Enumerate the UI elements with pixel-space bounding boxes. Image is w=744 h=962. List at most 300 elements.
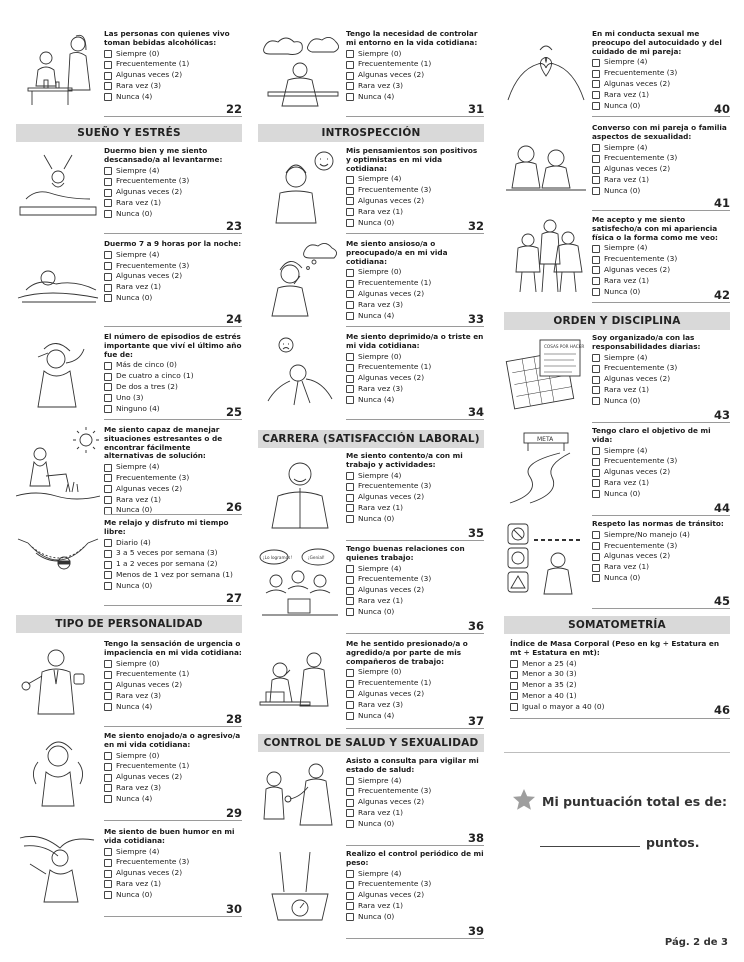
question-37 <box>258 640 484 730</box>
checkbox[interactable] <box>346 881 354 889</box>
option-siempre[interactable]: Siempre (0) <box>346 352 484 363</box>
checkbox[interactable] <box>104 474 112 482</box>
checkbox[interactable] <box>592 266 600 274</box>
section-header-introspeccion: INTROSPECCIÓN <box>258 124 484 142</box>
question-number: 46 <box>713 703 730 717</box>
checkbox[interactable] <box>592 176 600 184</box>
checkbox[interactable] <box>592 59 600 67</box>
option-algunas-veces[interactable]: Algunas veces (2) <box>592 265 730 276</box>
checkbox[interactable] <box>346 597 354 605</box>
checkbox[interactable] <box>346 690 354 698</box>
option-nunca[interactable]: Nunca (0) <box>592 186 730 197</box>
option-siempre[interactable]: Siempre (0) <box>104 659 242 670</box>
total-blank-field[interactable] <box>540 846 640 847</box>
option-frecuentemente[interactable]: Frecuentemente (3) <box>592 363 730 374</box>
option-nunca[interactable]: Nunca (0) <box>346 607 484 618</box>
checkbox[interactable] <box>592 288 600 296</box>
option-algunas-veces[interactable]: Algunas veces (2) <box>346 492 484 503</box>
option-4[interactable]: Menos de 1 vez por semana (1) <box>104 570 242 581</box>
option-rara-vez[interactable]: Rara vez (1) <box>104 495 242 506</box>
checkbox[interactable] <box>592 479 600 487</box>
question-number: 42 <box>713 288 730 302</box>
checkbox[interactable] <box>104 273 112 281</box>
option-3[interactable]: Algunas veces (2) <box>592 551 730 562</box>
question-number: 37 <box>467 714 484 728</box>
checkbox[interactable] <box>104 82 112 90</box>
option-siempre[interactable]: Siempre (0) <box>104 751 242 762</box>
option-siempre[interactable]: Siempre (0) <box>346 49 484 60</box>
divider <box>346 540 484 541</box>
option-rara-vez[interactable]: Rara vez (3) <box>104 691 242 702</box>
checkbox[interactable] <box>346 902 354 910</box>
checkbox[interactable] <box>592 277 600 285</box>
option-algunas-veces[interactable]: Algunas veces (2) <box>346 890 484 901</box>
option-frecuentemente[interactable]: Frecuentemente (3) <box>592 254 730 265</box>
checkbox[interactable] <box>104 284 112 292</box>
checkbox[interactable] <box>346 913 354 921</box>
option-rara-vez[interactable]: Rara vez (3) <box>346 300 484 311</box>
option-1[interactable]: Siempre/No manejo (4) <box>592 530 730 541</box>
checkbox[interactable] <box>104 561 112 569</box>
sad-man-illustration <box>258 333 342 411</box>
checkbox[interactable] <box>346 565 354 573</box>
bubble-text-2: ¡Genial! <box>308 555 325 560</box>
option-nunca[interactable]: Nunca (0) <box>346 218 484 229</box>
option-2[interactable]: De cuatro a cinco (1) <box>104 371 242 382</box>
checkbox[interactable] <box>592 155 600 163</box>
option-rara-vez[interactable]: Rara vez (3) <box>346 81 484 92</box>
checkbox[interactable] <box>104 752 112 760</box>
option-nunca[interactable]: Nunca (0) <box>104 293 242 304</box>
traffic-signs-illustration <box>504 520 588 598</box>
option-algunas-veces[interactable]: Algunas veces (2) <box>104 484 242 495</box>
option-siempre[interactable]: Siempre (4) <box>592 243 730 254</box>
checkbox[interactable] <box>104 178 112 186</box>
divider <box>346 633 484 634</box>
checkbox[interactable] <box>592 542 600 550</box>
checkbox[interactable] <box>346 892 354 900</box>
checkbox[interactable] <box>346 820 354 828</box>
option-rara-vez[interactable]: Rara vez (3) <box>346 384 484 395</box>
checkbox[interactable] <box>510 682 518 690</box>
checkbox[interactable] <box>104 383 112 391</box>
option-algunas-veces[interactable]: Algunas veces (2) <box>104 680 242 691</box>
option-siempre[interactable]: Siempre (0) <box>104 49 242 60</box>
checkbox[interactable] <box>104 61 112 69</box>
option-siempre[interactable]: Siempre (4) <box>104 250 242 261</box>
option-2[interactable]: Frecuentemente (3) <box>592 541 730 552</box>
checkbox[interactable] <box>592 70 600 78</box>
checkbox[interactable] <box>104 880 112 888</box>
option-rara-vez[interactable]: Rara vez (1) <box>346 503 484 514</box>
checkbox[interactable] <box>346 777 354 785</box>
option-4[interactable]: Uno (3) <box>104 393 242 404</box>
checkbox[interactable] <box>346 290 354 298</box>
checkbox[interactable] <box>346 587 354 595</box>
option-rara-vez[interactable]: Rara vez (1) <box>346 596 484 607</box>
checkbox[interactable] <box>104 373 112 381</box>
checkbox[interactable] <box>592 102 600 110</box>
pressured-worker-illustration <box>258 640 342 718</box>
option-rara-vez[interactable]: Rara vez (1) <box>346 808 484 819</box>
checkbox[interactable] <box>104 210 112 218</box>
option-3[interactable]: De dos a tres (2) <box>104 382 242 393</box>
question-31 <box>258 30 484 118</box>
question-41 <box>504 124 730 212</box>
divider <box>346 419 484 420</box>
option-rara-vez[interactable]: Rara vez (1) <box>104 282 242 293</box>
option-nunca[interactable]: Nunca (0) <box>104 505 242 516</box>
option-siempre[interactable]: Siempre (0) <box>346 667 484 678</box>
checkbox[interactable] <box>104 703 112 711</box>
checkbox[interactable] <box>510 703 518 711</box>
checkbox[interactable] <box>592 376 600 384</box>
checkbox[interactable] <box>104 251 112 259</box>
question-number: 30 <box>225 902 242 916</box>
option-frecuentemente[interactable]: Frecuentemente (3) <box>346 879 484 890</box>
option-rara-vez[interactable]: Rara vez (1) <box>104 879 242 890</box>
option-siempre[interactable]: Siempre (0) <box>346 267 484 278</box>
checkbox[interactable] <box>346 176 354 184</box>
option-siempre[interactable]: Siempre (4) <box>346 564 484 575</box>
question-29 <box>16 732 242 822</box>
content-worker-illustration <box>258 452 342 530</box>
option-nunca[interactable]: Nunca (4) <box>346 311 484 322</box>
checkbox[interactable] <box>346 301 354 309</box>
checkbox[interactable] <box>346 483 354 491</box>
option-5[interactable]: Nunca (0) <box>592 573 730 584</box>
checkbox[interactable] <box>104 539 112 547</box>
option-nunca[interactable]: Nunca (4) <box>346 92 484 103</box>
checkbox[interactable] <box>104 464 112 472</box>
option-algunas-veces[interactable]: Algunas veces (2) <box>104 271 242 282</box>
checkbox[interactable] <box>346 50 354 58</box>
option-frecuentemente[interactable]: Frecuentemente (1) <box>104 59 242 70</box>
option-nunca[interactable]: Nunca (0) <box>592 101 730 112</box>
option-frecuentemente[interactable]: Frecuentemente (1) <box>104 761 242 772</box>
option-frecuentemente[interactable]: Frecuentemente (3) <box>346 185 484 196</box>
checkbox[interactable] <box>346 701 354 709</box>
option-frecuentemente[interactable]: Frecuentemente (3) <box>104 176 242 187</box>
checkbox[interactable] <box>592 386 600 394</box>
checkbox[interactable] <box>592 397 600 405</box>
checkbox[interactable] <box>510 671 518 679</box>
checkbox[interactable] <box>346 504 354 512</box>
divider <box>104 419 242 420</box>
option-1[interactable]: Diario (4) <box>104 538 242 549</box>
checkbox[interactable] <box>346 82 354 90</box>
checkbox[interactable] <box>592 458 600 466</box>
checkbox[interactable] <box>592 187 600 195</box>
option-rara-vez[interactable]: Rara vez (3) <box>346 700 484 711</box>
question-number: 34 <box>467 405 484 419</box>
option-algunas-veces[interactable]: Algunas veces (2) <box>104 70 242 81</box>
checkbox[interactable] <box>592 531 600 539</box>
coworkers-illustration <box>258 545 342 623</box>
option-nunca[interactable]: Nunca (0) <box>104 890 242 901</box>
checkbox[interactable] <box>592 80 600 88</box>
checkbox[interactable] <box>104 262 112 270</box>
option-frecuentemente[interactable]: Frecuentemente (1) <box>104 669 242 680</box>
checkbox[interactable] <box>592 91 600 99</box>
option-nunca[interactable]: Nunca (0) <box>104 209 242 220</box>
option-frecuentemente[interactable]: Frecuentemente (3) <box>104 261 242 272</box>
option-algunas-veces[interactable]: Algunas veces (2) <box>104 868 242 879</box>
divider <box>592 515 730 516</box>
divider <box>592 116 730 117</box>
checkbox[interactable] <box>346 269 354 277</box>
question-text: Me acepto y me siento satisfecho/a con mi apariencia física o la forma como me veo: <box>592 215 718 242</box>
option-algunas-veces[interactable]: Algunas veces (2) <box>346 689 484 700</box>
checkbox[interactable] <box>104 93 112 101</box>
option-algunas-veces[interactable]: Algunas veces (2) <box>592 374 730 385</box>
option-rara-vez[interactable]: Rara vez (1) <box>592 276 730 287</box>
question-number: 23 <box>225 219 242 233</box>
option-frecuentemente[interactable]: Frecuentemente (3) <box>104 473 242 484</box>
option-5[interactable]: Ninguno (4) <box>104 404 242 415</box>
option-5[interactable]: Igual o mayor a 40 (0) <box>510 702 730 713</box>
checkbox[interactable] <box>104 859 112 867</box>
question-44 <box>504 427 730 517</box>
option-siempre[interactable]: Siempre (4) <box>104 462 242 473</box>
option-2[interactable]: 3 a 5 veces por semana (3) <box>104 548 242 559</box>
question-text: Soy organizado/a con las responsabilidades diarias: <box>592 333 701 351</box>
option-siempre[interactable]: Siempre (4) <box>104 166 242 177</box>
option-algunas-veces[interactable]: Algunas veces (2) <box>346 196 484 207</box>
checkbox[interactable] <box>346 219 354 227</box>
checkbox[interactable] <box>104 784 112 792</box>
option-4[interactable]: Menor a 40 (1) <box>510 691 730 702</box>
divider <box>592 608 730 609</box>
option-siempre[interactable]: Siempre (4) <box>592 353 730 364</box>
option-nunca[interactable]: Nunca (4) <box>104 92 242 103</box>
option-4[interactable]: Rara vez (1) <box>592 562 730 573</box>
question-text: Índice de Masa Corporal (Peso en kg ÷ Estatura en mt ÷ Estatura en mt): <box>510 639 720 657</box>
option-siempre[interactable]: Siempre (4) <box>104 847 242 858</box>
checkbox[interactable] <box>104 660 112 668</box>
question-35 <box>258 452 484 542</box>
checkbox[interactable] <box>592 365 600 373</box>
option-frecuentemente[interactable]: Frecuentemente (1) <box>346 362 484 373</box>
checkbox[interactable] <box>592 166 600 174</box>
option-siempre[interactable]: Siempre (4) <box>346 776 484 787</box>
checkbox[interactable] <box>346 364 354 372</box>
checkbox[interactable] <box>346 61 354 69</box>
checkbox[interactable] <box>346 494 354 502</box>
checkbox[interactable] <box>104 795 112 803</box>
checkbox[interactable] <box>592 245 600 253</box>
option-frecuentemente[interactable]: Frecuentemente (3) <box>346 574 484 585</box>
section-header-somatometria: SOMATOMETRÍA <box>504 616 730 634</box>
checkbox[interactable] <box>592 354 600 362</box>
option-5[interactable]: Nunca (0) <box>104 581 242 592</box>
option-rara-vez[interactable]: Rara vez (1) <box>104 198 242 209</box>
question-number: 27 <box>225 591 242 605</box>
option-3[interactable]: Menor a 35 (2) <box>510 680 730 691</box>
option-algunas-veces[interactable]: Algunas veces (2) <box>346 797 484 808</box>
checkbox[interactable] <box>104 774 112 782</box>
question-text: Me siento deprimido/a o triste en mi vida cotidiana: <box>346 332 484 350</box>
option-algunas-veces[interactable]: Algunas veces (2) <box>346 289 484 300</box>
section-header-carrera: CARRERA (SATISFACCIÓN LABORAL) <box>258 430 484 448</box>
checkbox[interactable] <box>346 197 354 205</box>
option-rara-vez[interactable]: Rara vez (3) <box>104 783 242 794</box>
option-rara-vez[interactable]: Rara vez (1) <box>592 478 730 489</box>
option-frecuentemente[interactable]: Frecuentemente (1) <box>346 678 484 689</box>
woman-sitting-sun-illustration <box>16 426 100 504</box>
option-frecuentemente[interactable]: Frecuentemente (3) <box>104 857 242 868</box>
checkbox[interactable] <box>346 187 354 195</box>
checkbox[interactable] <box>104 692 112 700</box>
checkbox[interactable] <box>592 490 600 498</box>
option-1[interactable]: Menor a 25 (4) <box>510 659 730 670</box>
option-siempre[interactable]: Siempre (4) <box>346 869 484 880</box>
question-text: Me siento contento/a con mi trabajo y actividades: <box>346 451 463 469</box>
checkbox[interactable] <box>510 660 518 668</box>
checkbox[interactable] <box>346 353 354 361</box>
option-siempre[interactable]: Siempre (4) <box>592 57 730 68</box>
option-rara-vez[interactable]: Rara vez (1) <box>592 385 730 396</box>
option-nunca[interactable]: Nunca (0) <box>592 396 730 407</box>
option-frecuentemente[interactable]: Frecuentemente (3) <box>592 456 730 467</box>
question-number: 36 <box>467 619 484 633</box>
checkbox[interactable] <box>104 394 112 402</box>
option-2[interactable]: Menor a 30 (3) <box>510 669 730 680</box>
option-rara-vez[interactable]: Rara vez (3) <box>104 81 242 92</box>
option-nunca[interactable]: Nunca (4) <box>346 395 484 406</box>
column-2 <box>258 0 484 962</box>
checkbox[interactable] <box>346 669 354 677</box>
option-frecuentemente[interactable]: Frecuentemente (1) <box>346 59 484 70</box>
checkbox[interactable] <box>104 485 112 493</box>
checkbox[interactable] <box>592 256 600 264</box>
checkbox[interactable] <box>346 385 354 393</box>
checkbox[interactable] <box>104 763 112 771</box>
option-rara-vez[interactable]: Rara vez (1) <box>592 90 730 101</box>
checkbox[interactable] <box>104 870 112 878</box>
checkbox[interactable] <box>346 608 354 616</box>
question-42 <box>504 216 730 306</box>
checkbox[interactable] <box>104 571 112 579</box>
option-frecuentemente[interactable]: Frecuentemente (3) <box>592 153 730 164</box>
checkbox[interactable] <box>104 891 112 899</box>
option-algunas-veces[interactable]: Algunas veces (2) <box>346 70 484 81</box>
option-frecuentemente[interactable]: Frecuentemente (1) <box>346 278 484 289</box>
question-text: Me siento ansioso/a o preocupado/a en mi vida cotidiana: <box>346 239 448 266</box>
question-number: 24 <box>225 312 242 326</box>
checkbox[interactable] <box>346 680 354 688</box>
stressed-woman-illustration <box>16 333 100 411</box>
question-text: Las personas con quienes vivo toman bebidas alcohólicas: <box>104 29 230 47</box>
divider <box>104 916 242 917</box>
option-nunca[interactable]: Nunca (4) <box>104 702 242 713</box>
checkbox[interactable] <box>510 692 518 700</box>
checkbox[interactable] <box>346 208 354 216</box>
option-siempre[interactable]: Siempre (4) <box>592 446 730 457</box>
checkbox[interactable] <box>104 189 112 197</box>
checkbox[interactable] <box>104 682 112 690</box>
checkbox[interactable] <box>346 809 354 817</box>
option-algunas-veces[interactable]: Algunas veces (2) <box>346 585 484 596</box>
checkbox[interactable] <box>104 362 112 370</box>
option-nunca[interactable]: Nunca (0) <box>592 489 730 500</box>
option-algunas-veces[interactable]: Algunas veces (2) <box>104 772 242 783</box>
option-nunca[interactable]: Nunca (4) <box>346 711 484 722</box>
checkbox[interactable] <box>592 553 600 561</box>
option-siempre[interactable]: Siempre (4) <box>346 174 484 185</box>
checkbox[interactable] <box>346 472 354 480</box>
option-algunas-veces[interactable]: Algunas veces (2) <box>592 164 730 175</box>
checkbox[interactable] <box>592 564 600 572</box>
checkbox[interactable] <box>104 294 112 302</box>
option-algunas-veces[interactable]: Algunas veces (2) <box>592 79 730 90</box>
option-rara-vez[interactable]: Rara vez (1) <box>592 175 730 186</box>
checkbox[interactable] <box>592 574 600 582</box>
option-rara-vez[interactable]: Rara vez (1) <box>346 901 484 912</box>
option-siempre[interactable]: Siempre (4) <box>592 143 730 154</box>
checkbox[interactable] <box>346 712 354 720</box>
option-algunas-veces[interactable]: Algunas veces (2) <box>104 187 242 198</box>
option-nunca[interactable]: Nunca (0) <box>346 819 484 830</box>
checkbox[interactable] <box>346 396 354 404</box>
checkbox[interactable] <box>104 550 112 558</box>
option-nunca[interactable]: Nunca (0) <box>592 287 730 298</box>
checkbox[interactable] <box>592 447 600 455</box>
checkbox[interactable] <box>346 72 354 80</box>
checkbox[interactable] <box>104 405 112 413</box>
checkbox[interactable] <box>104 582 112 590</box>
checkbox[interactable] <box>346 799 354 807</box>
checkbox[interactable] <box>346 576 354 584</box>
option-frecuentemente[interactable]: Frecuentemente (3) <box>346 481 484 492</box>
checkbox[interactable] <box>104 199 112 207</box>
option-frecuentemente[interactable]: Frecuentemente (3) <box>592 68 730 79</box>
checkbox[interactable] <box>346 280 354 288</box>
checkbox[interactable] <box>104 72 112 80</box>
checkbox[interactable] <box>104 848 112 856</box>
checkbox[interactable] <box>104 671 112 679</box>
option-1[interactable]: Más de cinco (0) <box>104 360 242 371</box>
divider <box>510 718 730 719</box>
checkbox[interactable] <box>104 50 112 58</box>
checkbox[interactable] <box>104 167 112 175</box>
impatient-man-illustration <box>16 640 100 718</box>
checkbox[interactable] <box>104 496 112 504</box>
question-number: 44 <box>713 501 730 515</box>
body-image-illustration <box>504 216 588 294</box>
divider <box>104 326 242 327</box>
option-nunca[interactable]: Nunca (4) <box>104 794 242 805</box>
option-siempre[interactable]: Siempre (4) <box>346 471 484 482</box>
option-algunas-veces[interactable]: Algunas veces (2) <box>346 373 484 384</box>
checkbox[interactable] <box>592 144 600 152</box>
checkbox[interactable] <box>346 515 354 523</box>
option-3[interactable]: 1 a 2 veces por semana (2) <box>104 559 242 570</box>
option-nunca[interactable]: Nunca (0) <box>346 912 484 923</box>
option-rara-vez[interactable]: Rara vez (1) <box>346 207 484 218</box>
divider <box>346 116 484 117</box>
option-frecuentemente[interactable]: Frecuentemente (3) <box>346 786 484 797</box>
checkbox[interactable] <box>346 312 354 320</box>
checkbox[interactable] <box>346 788 354 796</box>
checkbox[interactable] <box>346 93 354 101</box>
checkbox[interactable] <box>592 469 600 477</box>
option-algunas-veces[interactable]: Algunas veces (2) <box>592 467 730 478</box>
checkbox[interactable] <box>346 375 354 383</box>
option-nunca[interactable]: Nunca (0) <box>346 514 484 525</box>
question-number: 26 <box>225 500 242 514</box>
checkbox[interactable] <box>346 870 354 878</box>
